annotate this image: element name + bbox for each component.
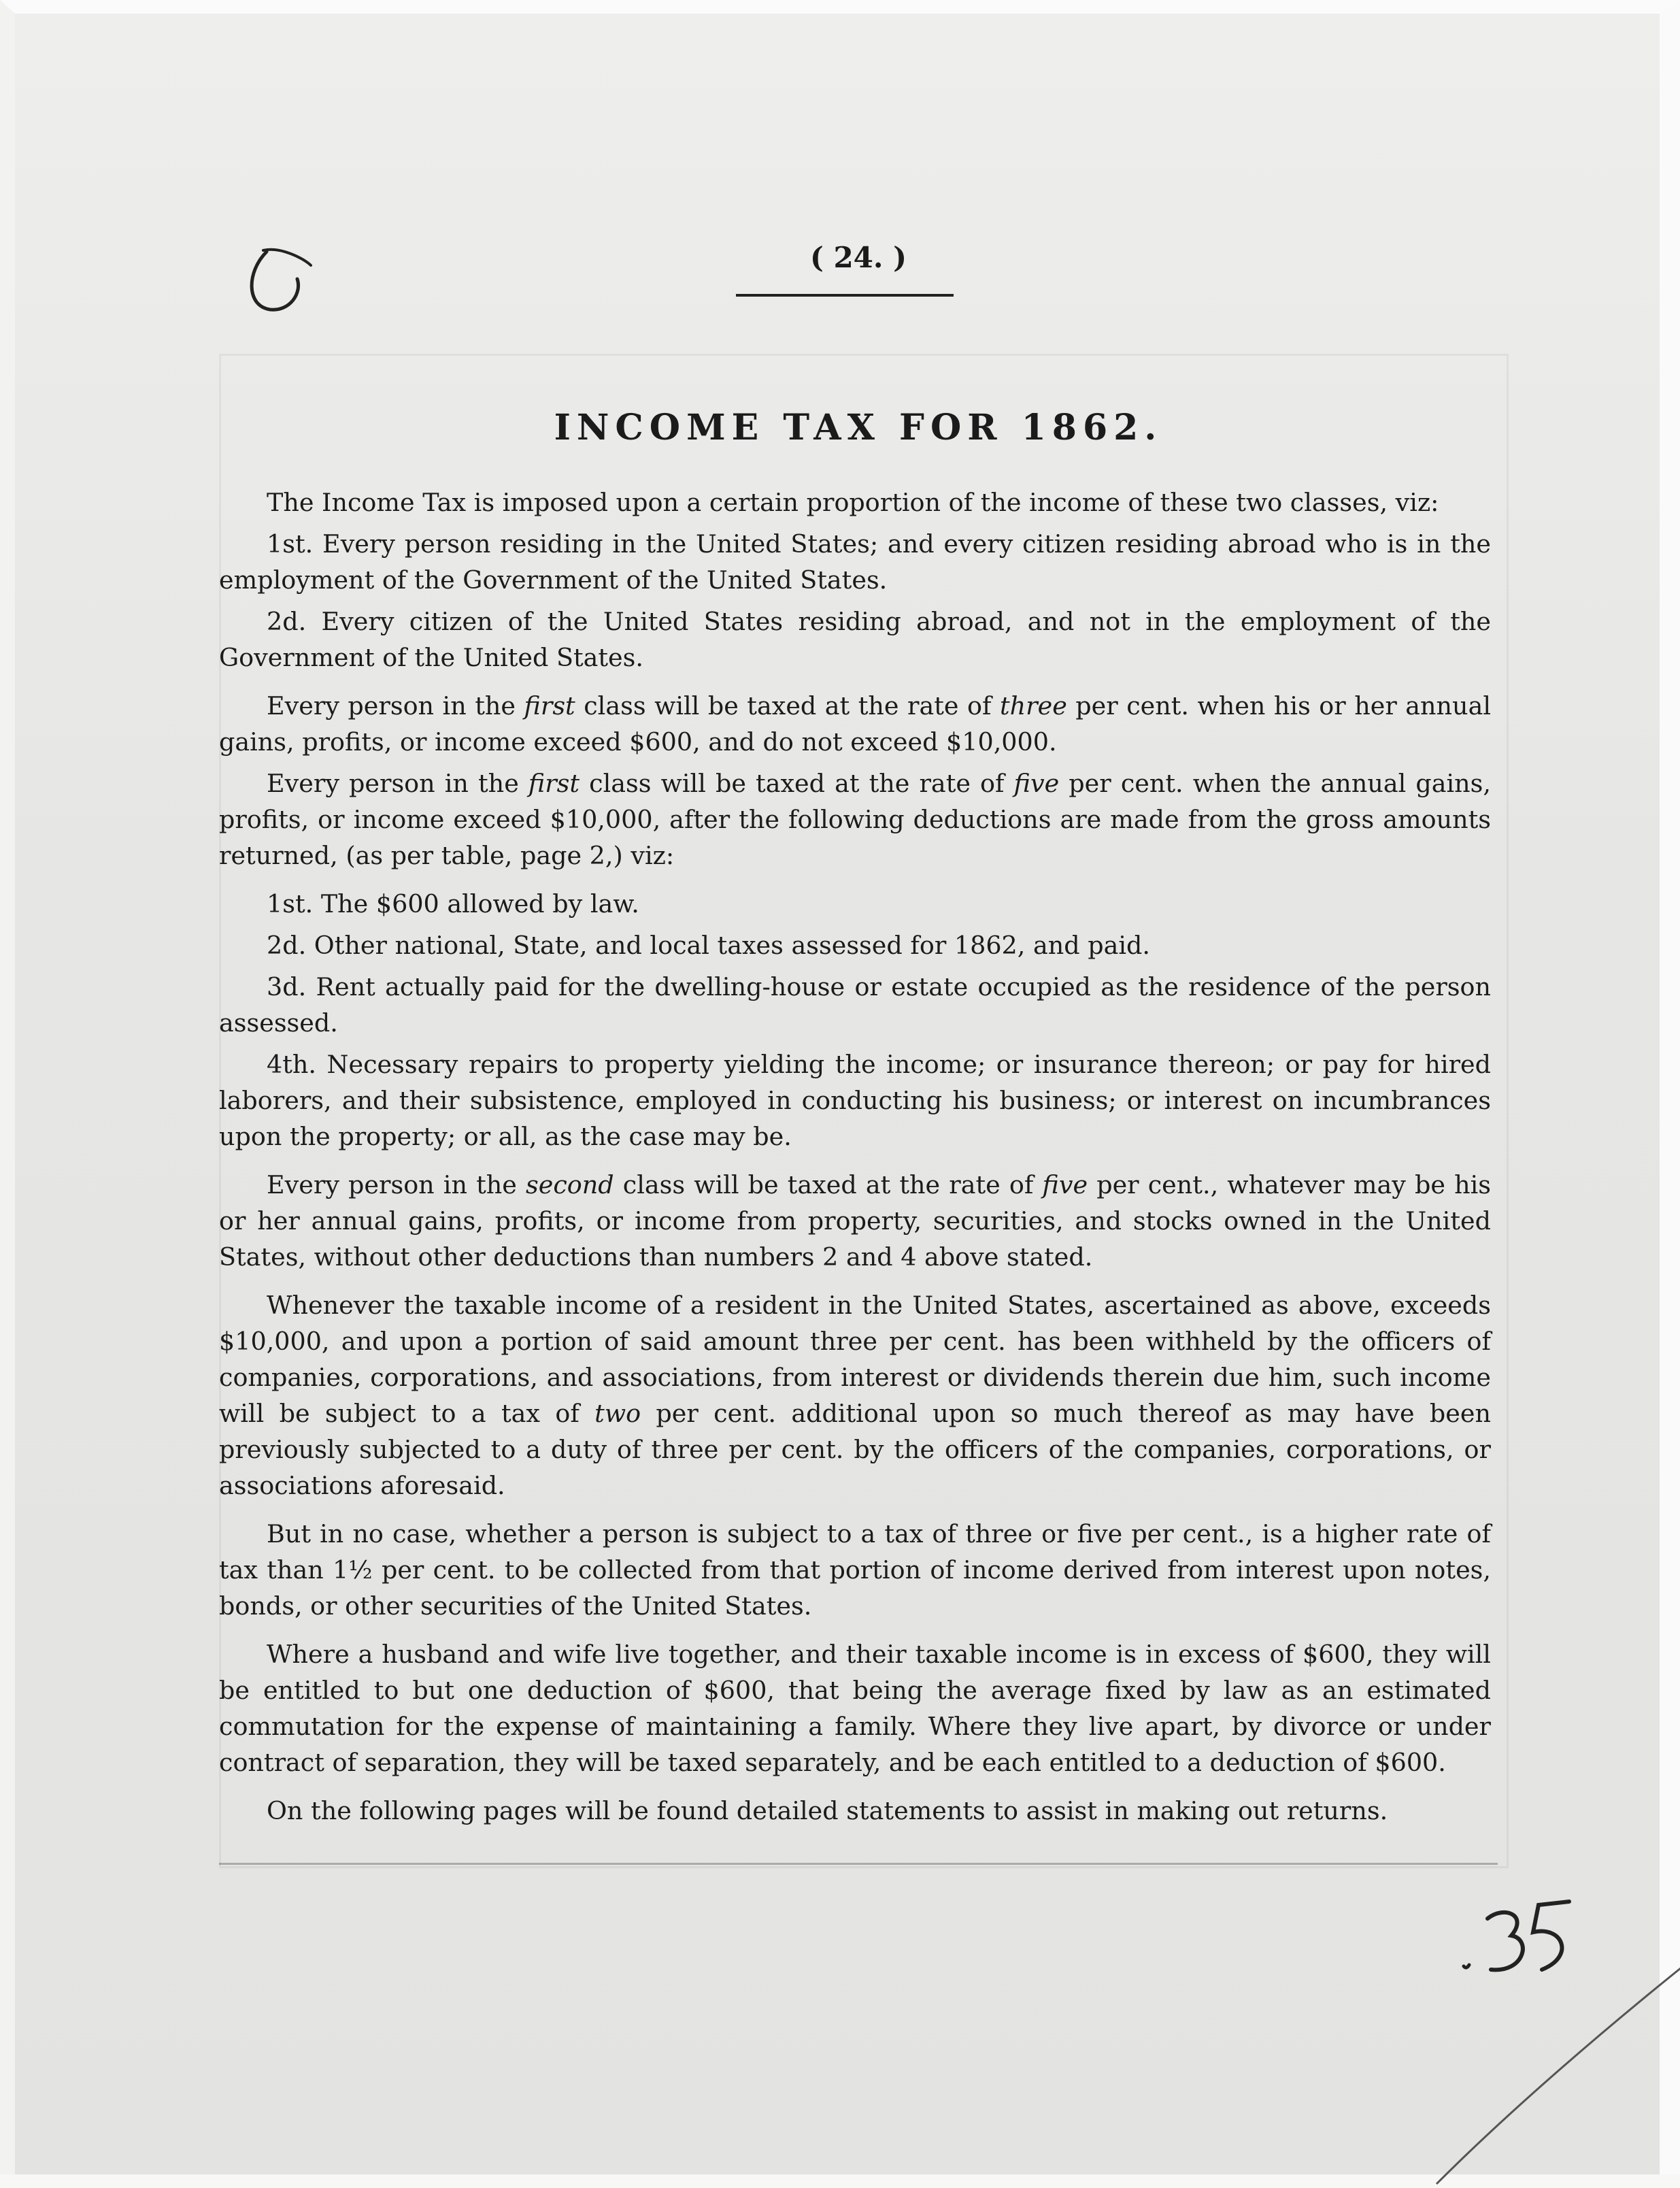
text-run: class will be taxed at the rate of (614, 1170, 1043, 1199)
deduction-item: 3d. Rent actually paid for the dwelling-house or estate occupied as the residence of the person assessed. (219, 972, 1491, 1038)
text-run: Every person in the (267, 1170, 526, 1199)
italic-word: five (1042, 1170, 1088, 1199)
handwritten-mark (239, 238, 314, 320)
text-run: But in no case, whether a person is subject to a tax of three or five per cent., is a higher rate of tax than 1 (219, 1519, 1491, 1585)
text-run: Every person in the (267, 769, 528, 798)
italic-word: five (1013, 769, 1060, 798)
second-class-paragraph (219, 1167, 1491, 1275)
text-run: Every person in the (267, 691, 524, 720)
bottom-rule (219, 1863, 1498, 1865)
text-run: class will be taxed at the rate of (575, 691, 1000, 720)
first-class-five-paragraph (219, 765, 1491, 874)
body-text (219, 484, 1491, 1829)
first-class-three-paragraph (219, 688, 1491, 760)
class-2-paragraph: 2d. Every citizen of the United States residing abroad, and not in the employment of the Government of the United States. (219, 607, 1491, 672)
text-run: per cent., whatever may be his or her annual gains, profits, or income from property, securities, and stocks owned in the United States, without other deductions than numbers 2 and 4 above stated. (219, 1170, 1491, 1272)
closing-paragraph: On the following pages will be found detailed statements to assist in making out returns. (267, 1796, 1388, 1825)
italic-word: three (999, 691, 1067, 720)
fraction: ½ (348, 1555, 373, 1585)
but-in-no-case-paragraph (219, 1516, 1491, 1624)
page-title: INCOME TAX FOR 1862. (554, 407, 1163, 448)
text-run: per cent. to be collected from that portion of income derived from interest upon notes, bonds, or other securities of the United States. (219, 1555, 1492, 1621)
page-number-rule (736, 294, 954, 297)
whenever-paragraph (219, 1287, 1491, 1504)
italic-word: two (594, 1399, 641, 1428)
text-run: Whenever the taxable income of a resident in the United States, ascertained as above, exceeds $10,000, and upon a portion of said amount three per cent. has been withheld by the officers of companies, corporations, and associations, from interest or dividends therein due him, such income will be subject to a tax of (219, 1291, 1491, 1428)
class-1-paragraph: 1st. Every person residing in the United States; and every citizen residing abroad who is in the employment of the Government of the United States. (219, 529, 1491, 595)
husband-wife-paragraph: Where a husband and wife live together, and their taxable income is in excess of $600, they will be entitled to but one deduction of $600, that being the average fixed by law as an estimated commutation for the expense of maintaining a family. Where they live apart, by divorce or under contract of separation, they will be taxed separately, and be each entitled to a deduction of $600. (219, 1640, 1491, 1777)
text-run: per cent. when the annual gains, profits, or income exceed $10,000, after the following deductions are made from the gross amounts returned, (as per table, page 2,) viz: (219, 769, 1491, 870)
deduction-item: 1st. The $600 allowed by law. (267, 889, 639, 918)
text-run: per cent. additional upon so much thereof as may have been previously subjected to a duty of three per cent. by the officers of the companies, corporations, or associations aforesaid. (219, 1399, 1491, 1500)
italic-word: first (524, 691, 575, 720)
text-run: class will be taxed at the rate of (579, 769, 1014, 798)
intro-paragraph: The Income Tax is imposed upon a certain proportion of the income of these two classes, viz: (267, 488, 1439, 517)
deduction-item: 4th. Necessary repairs to property yielding the income; or insurance thereon; or pay for hired laborers, and their subsistence, employed in conducting his business; or interest on incumbrances upon the property; or all, as the case may be. (219, 1050, 1491, 1151)
italic-word: first (528, 769, 580, 798)
page-number: ( 24. ) (809, 241, 907, 274)
text-run: per cent. when his or her annual gains, profits, or income exceed $600, and do not exceed $10,000. (219, 691, 1492, 757)
italic-word: second (526, 1170, 614, 1199)
deduction-item: 2d. Other national, State, and local taxes assessed for 1862, and paid. (267, 931, 1150, 960)
corner-scratch-line (1430, 1919, 1680, 2188)
